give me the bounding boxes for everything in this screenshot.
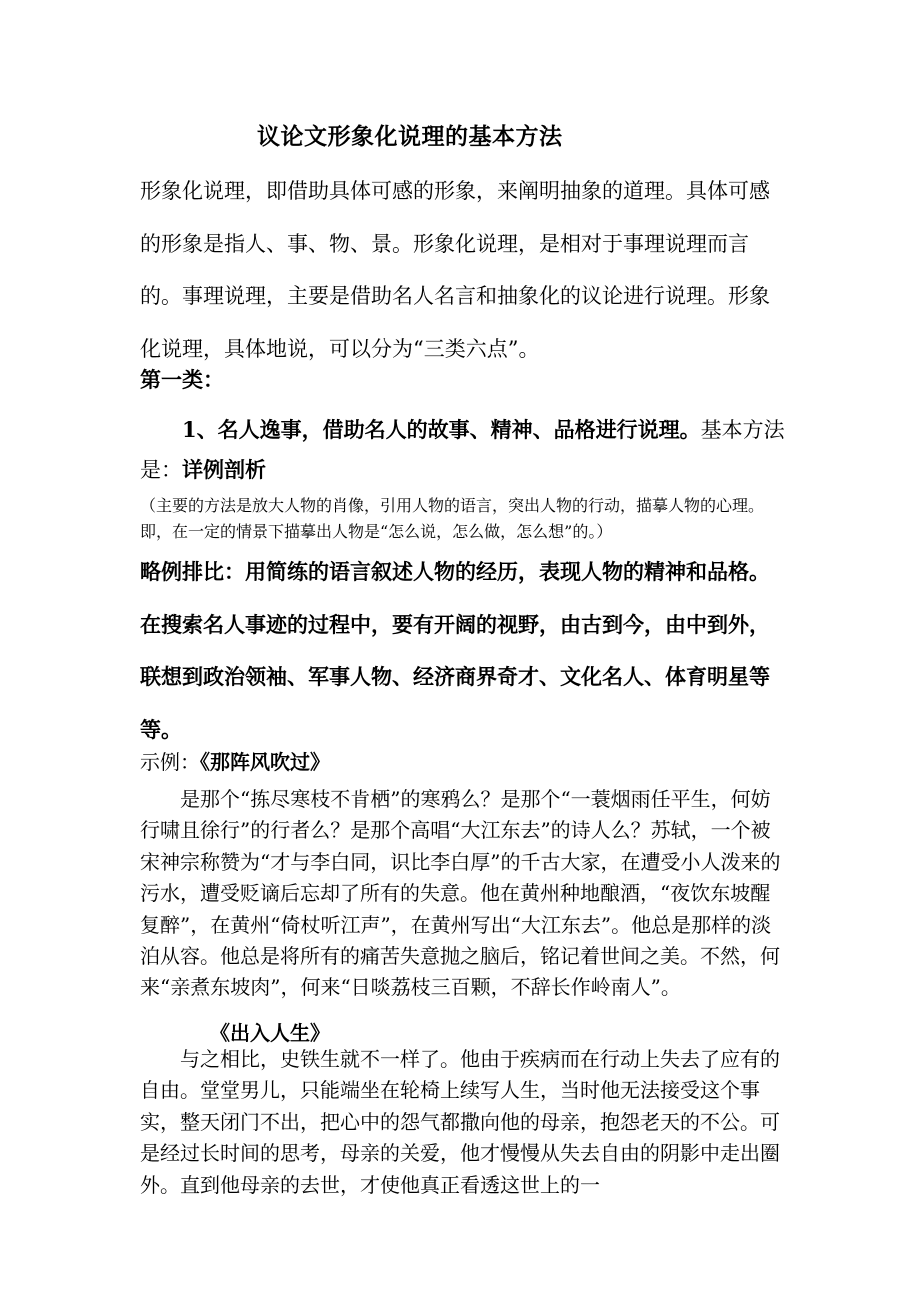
- document-title: 议论文形象化说理的基本方法: [257, 123, 563, 150]
- essay-one-body: 是那个“拣尽寒枝不肯栖”的寒鸦么？是那个“一蓑烟雨任平生，何妨行啸且徐行”的行者么？是那个高唱“大江东去”的诗人么？苏轼，一个被宋神宗称赞为“才与李白同，识比李白厚”的千古大家，在遭受小人泼来的污水，遭受贬谪后忘却了所有的失意。他在黄州种地酿酒，“夜饮东坡醒复醉”，在黄州“倚杖听江声”，在黄州写出“大江东去”。他总是那样的淡泊从容。他总是将所有的痛苦失意抛之脑后，铭记着世间之美。不然，何来“亲煮东坡肉”，何来“日啖荔枝三百颗，不辞长作岭南人”。: [140, 787, 781, 1000]
- category-heading: 第一类：: [140, 367, 224, 392]
- point-one-tail: 基本方法是：: [140, 418, 785, 482]
- method-note: （主要的方法是放大人物的肖像，引用人物的语言，突出人物的行动，描摹人物的心理。即，在一定的情景下描摹出人物是“怎么说，怎么做，怎么想”的。）: [140, 496, 765, 541]
- method-brief-example: 略例排比：用简练的语言叙述人物的经历，表现人物的精神和品格。在搜索名人事迹的过程中，要有开阔的视野，由古到今，由中到外，联想到政治领袖、军事人物、经济商界奇才、文化名人、体育明星等等。: [140, 559, 770, 742]
- method-detailed-example: 详例剖析: [182, 457, 266, 482]
- example-line: [140, 746, 785, 775]
- point-one-lead: 1、名人逸事，借助名人的故事、精神、品格进行说理。: [182, 417, 701, 442]
- intro-paragraph: 形象化说理，即借助具体可感的形象，来阐明抽象的道理。具体可感的形象是指人、事、物、景。形象化说理，是相对于事理说理而言的。事理说理，主要是借助名人名言和抽象化的议论进行说理。形象化说理，具体地说，可以分为“三类六点”。: [140, 179, 770, 361]
- essay-one-title: 《那阵风吹过》: [200, 750, 330, 774]
- essay-two-body: 与之相比，史铁生就不一样了。他由于疾病而在行动上失去了应有的自由。堂堂男儿，只能端坐在轮椅上续写人生，当时他无法接受这个事实，整天闭门不出，把心中的怨气都撒向他的母亲，抱怨老天的不公。可是经过长时间的思考，母亲的关爱，他才慢慢从失去自由的阴影中走出圈外。直到他母亲的去世，才使他真正看透这世上的一: [140, 1047, 780, 1197]
- point-one-paragraph: [140, 410, 785, 490]
- example-label: 示例：: [140, 750, 200, 774]
- essay-two-title: 《出入人生》: [210, 1021, 330, 1045]
